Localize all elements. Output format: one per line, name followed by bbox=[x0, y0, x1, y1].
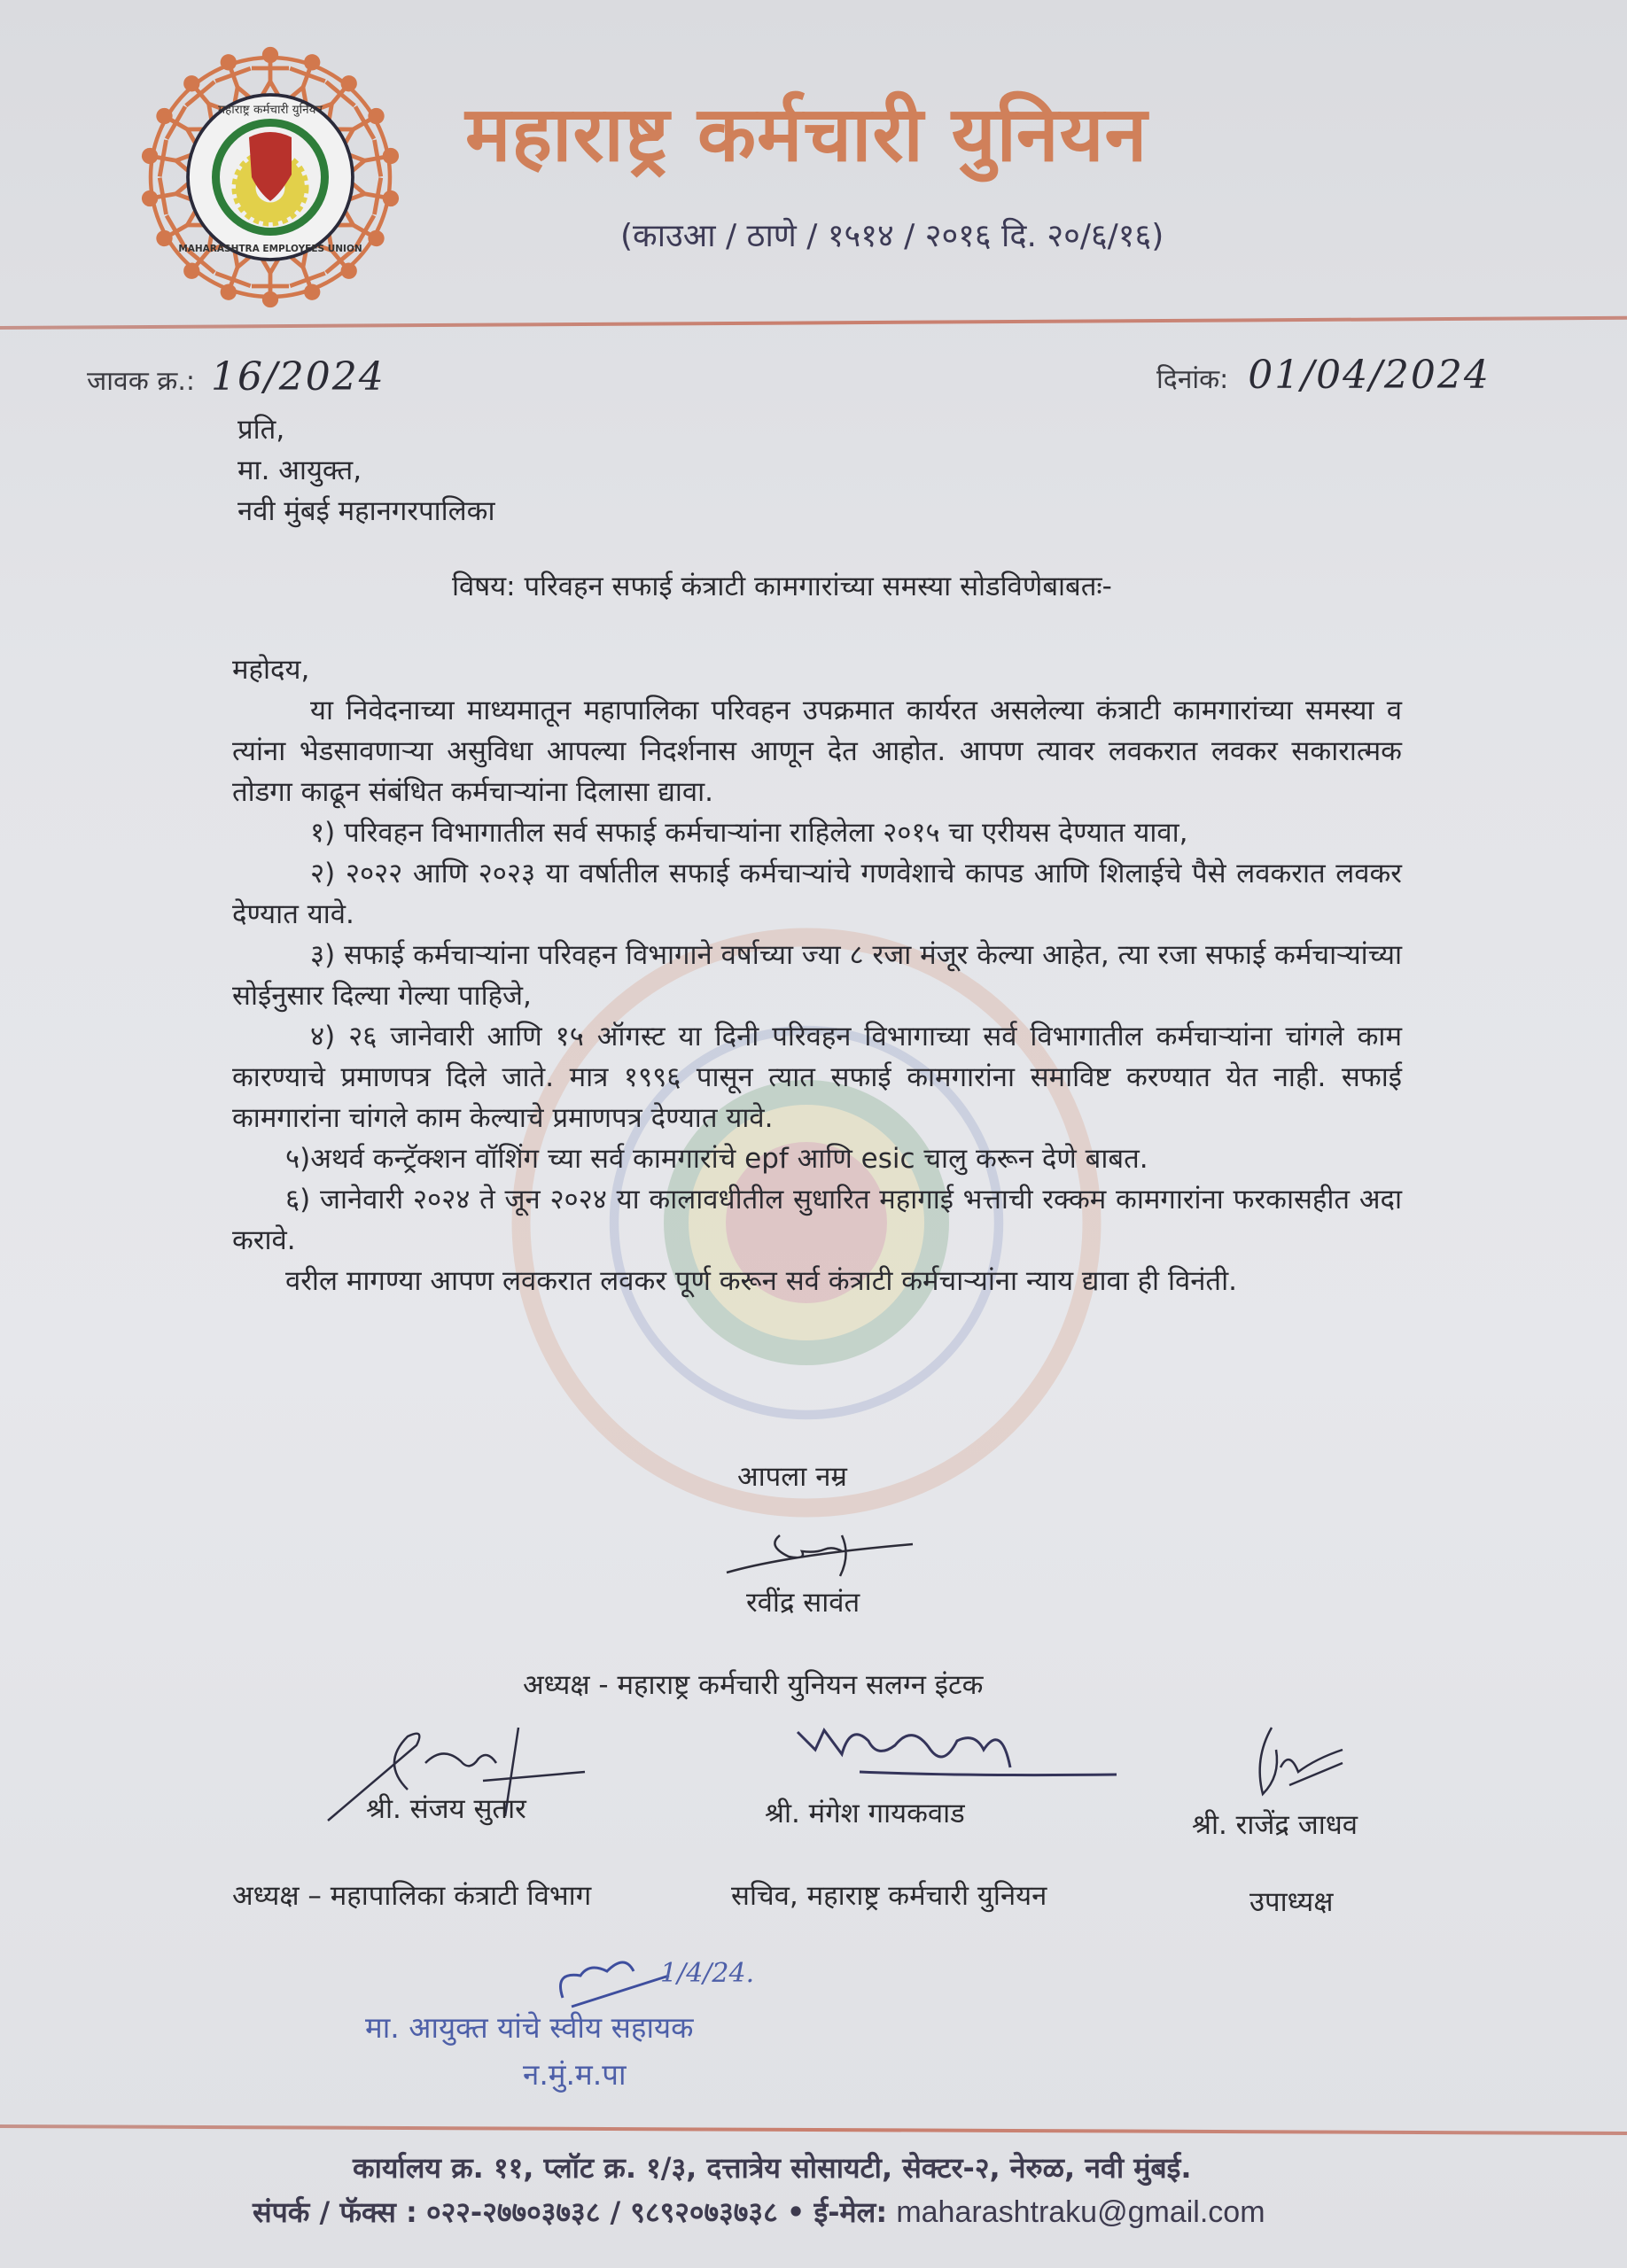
svg-text:महाराष्ट्र कर्मचारी युनियन: महाराष्ट्र कर्मचारी युनियन bbox=[218, 103, 323, 117]
cosigner-role: अध्यक्ष – महापालिका कंत्राटी विभाग bbox=[232, 1880, 592, 1912]
email-address[interactable]: maharashtraku@gmail.com bbox=[896, 2195, 1265, 2229]
registration-number: (काउआ / ठाणे / १५१४ / २०१६ दि. २०/६/१६) bbox=[620, 218, 1164, 254]
bullet-separator: • bbox=[786, 2195, 806, 2229]
office-address: कार्यालय क्र. ११, प्लॉट क्र. १/३, दत्तात्रेय सोसायटी, सेक्टर-२, नेरुळ, नवी मुंबई. bbox=[353, 2151, 1192, 2185]
demand-item: ४) २६ जानेवारी आणि १५ ऑगस्ट या दिनी परिवहन विभागाच्या सर्व विभागातील कर्मचाऱ्यांना चांगले काम कारण्याचे प्रमाणपत्र दिले जाते. मात्र १९९६ पासून त्यात सफाई कामगारांना समाविष्ट करण्यात येत नाही. सफाई कामगारांना चांगले काम केल्याचे प्रमाणपत्र देण्यात यावे. bbox=[232, 1021, 1402, 1134]
salutation: महोदय, bbox=[232, 654, 310, 686]
conclusion-paragraph: वरील मागण्या आपण लवकरात लवकर पूर्ण करून सर्व कंत्राटी कर्मचाऱ्यांना न्याय द्यावा ही विनंती. bbox=[285, 1265, 1237, 1297]
union-emblem-icon bbox=[133, 44, 408, 310]
date-value: 01/04/2024 bbox=[1248, 353, 1491, 398]
date-label: दिनांक: bbox=[1156, 364, 1229, 395]
contact-label: संपर्क / फॅक्स : bbox=[253, 2195, 417, 2229]
cosigner-name: श्री. मंगेश गायकवाड bbox=[765, 1798, 965, 1829]
demand-item: ३) सफाई कर्मचाऱ्यांना परिवहन विभागाने वर्षाच्या ज्या ८ रजा मंजूर केल्या आहेत, त्या रजा सफाई कर्मचाऱ्यांच्या सोईनुसार दिल्या गेल्या पाहिजे, bbox=[232, 939, 1402, 1012]
reference-number bbox=[87, 354, 385, 400]
demand-item: २) २०२२ आणि २०२३ या वर्षातील सफाई कर्मचाऱ्यांचे गणवेशाचे कापड आणि शिलाईचे पैसे लवकरात लवकर देण्यात यावे. bbox=[232, 858, 1402, 930]
signer-name: रवींद्र सावंत bbox=[746, 1587, 860, 1619]
cosigner-role: उपाध्यक्ष bbox=[1249, 1886, 1334, 1918]
valediction: आपला नम्र bbox=[737, 1461, 847, 1493]
demand-item: ५)अथर्व कन्ट्रॅक्शन वॉशिंग च्या सर्व कामगारांचे epf आणि esic चालु करून देणे बाबत. bbox=[285, 1143, 1148, 1175]
signature-ravindra-sawant bbox=[718, 1519, 922, 1581]
phone-numbers: ०२२-२७७०३७३८ / ९८९२०७३७३८ bbox=[426, 2195, 778, 2229]
ref-value: 16/2024 bbox=[210, 354, 385, 400]
recipient-block bbox=[237, 409, 495, 532]
received-stamp-line2: न.मुं.म.पा bbox=[523, 2057, 627, 2092]
demand-item: ६) जानेवारी २०२४ ते जून २०२४ या कालावधीतील सुधारित महागाई भत्ताची रक्कम कामगारांना फरकासहीत अदा करावे. bbox=[232, 1184, 1402, 1256]
recipient-line: मा. आयुक्त, bbox=[237, 454, 362, 486]
email-label: ई-मेल: bbox=[814, 2195, 888, 2229]
org-title: महाराष्ट्र कर्मचारी युनियन bbox=[465, 90, 1148, 179]
cosigner-name: श्री. राजेंद्र जाधव bbox=[1192, 1809, 1358, 1841]
ref-label: जावक क्र.: bbox=[87, 366, 195, 397]
contact-line bbox=[253, 2193, 1265, 2231]
recipient-line: नवी मुंबई महानगरपालिका bbox=[237, 495, 495, 527]
received-stamp-line1: मा. आयुक्त यांचे स्वीय सहायक bbox=[365, 2010, 694, 2045]
recipient-line: प्रति, bbox=[237, 414, 285, 446]
signature-mangesh-gaikwad bbox=[789, 1714, 1125, 1794]
header-divider bbox=[0, 316, 1627, 330]
svg-text:MAHARASHTRA EMPLOYEES UNION: MAHARASHTRA EMPLOYEES UNION bbox=[178, 244, 362, 254]
demand-item: १) परिवहन विभागातील सर्व सफाई कर्मचाऱ्यांना राहिलेला २०१५ चा एरीयस देण्यात यावा, bbox=[310, 817, 1188, 849]
letter-date bbox=[1156, 353, 1491, 398]
cosigner-name: श्री. संजय सुतार bbox=[366, 1793, 526, 1825]
signature-rajendra-jadhav bbox=[1236, 1723, 1351, 1803]
cosigner-role: सचिव, महाराष्ट्र कर्मचारी युनियन bbox=[731, 1880, 1047, 1912]
received-date-handwritten: 1/4/24. bbox=[660, 1958, 755, 1989]
intro-paragraph: या निवेदनाच्या माध्यमातून महापालिका परिवहन उपक्रमात कार्यरत असलेल्या कंत्राटी कामगारांच्या समस्या व त्यांना भेडसावणाऱ्या असुविधा आपल्या निदर्शनास आणून देत आहोत. आपण त्यावर लवकरात लवकर सकारात्मक तोडगा काढून संबंधित कर्मचाऱ्यांना दिलासा द्यावा. bbox=[232, 695, 1402, 808]
letter-body bbox=[232, 649, 1402, 1301]
footer-divider bbox=[0, 2124, 1627, 2135]
signer-role: अध्यक्ष - महाराष्ट्र कर्मचारी युनियन सलग्न इंटक bbox=[523, 1669, 984, 1701]
subject-line: विषय: परिवहन सफाई कंत्राटी कामगारांच्या समस्या सोडविणेबाबतः- bbox=[452, 571, 1112, 602]
